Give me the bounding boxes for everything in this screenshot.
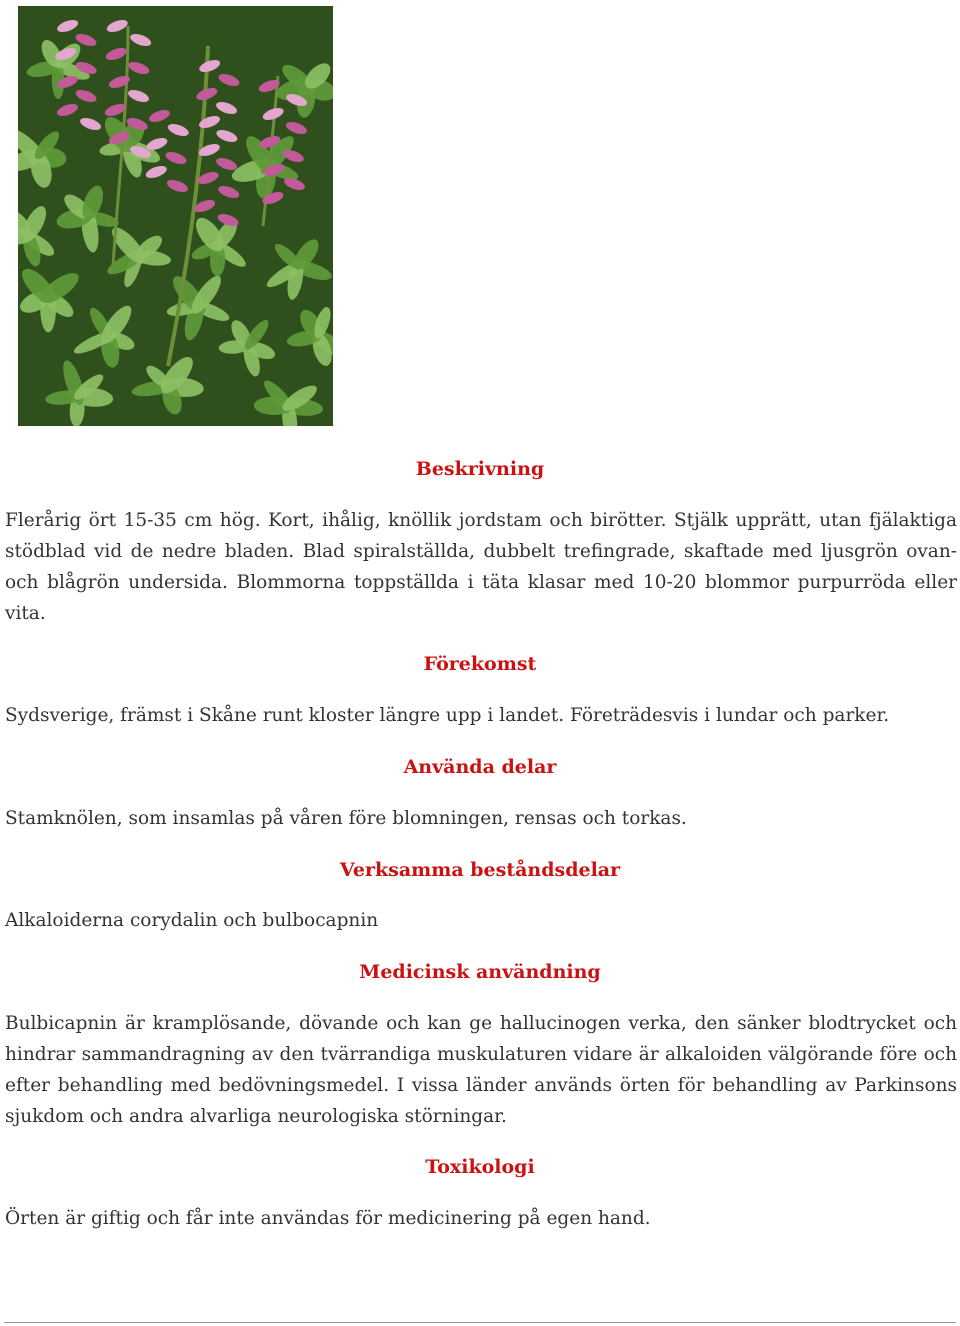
heading-verksamma: Verksamma beståndsdelar <box>339 859 621 881</box>
heading-forekomst: Förekomst <box>423 653 537 675</box>
heading-beskrivning: Beskrivning <box>415 458 545 480</box>
text-forekomst: Sydsverige, främst i Skåne runt kloster längre upp i landet. Företrädesvis i lundar och parker. <box>5 705 890 726</box>
heading-medicinsk: Medicinsk användning <box>359 961 601 983</box>
text-verksamma: Alkaloiderna corydalin och bulbocapnin <box>5 910 379 931</box>
text-beskrivning: Flerårig ört 15-35 cm hög. Kort, ihålig, knöllik jordstam och birötter. Stjälk upprätt, utan fjälaktiga stödblad vid de nedre bladen. Blad spiralställda, dubbelt trefingrade, skaftade med ljusgrön ovan- och blågrön undersida. Blommorna toppställda i täta klasar med 10-20 blommor purpurröda eller vita. <box>5 510 957 624</box>
text-medicinsk: Bulbicapnin är kramplösande, dövande och kan ge hallucinogen verka, den sänker blodtrycket och hindrar sammandragning av den tvärrandiga muskulaturen vidare är alkaloiden välgörande före och efter behandling med bedövningsmedel. I vissa länder används örten för behandling av Parkinsons sjukdom och andra alvarliga neurologiska störningar. <box>5 1013 957 1127</box>
plant-illustration <box>18 6 333 426</box>
plant-photo <box>18 6 333 426</box>
heading-anvanda-delar: Använda delar <box>403 756 557 778</box>
text-anvanda-delar: Stamknölen, som insamlas på våren före blomningen, rensas och torkas. <box>5 808 687 829</box>
text-toxikologi: Örten är giftig och får inte användas för medicinering på egen hand. <box>5 1208 651 1229</box>
bottom-divider <box>4 1322 956 1323</box>
heading-toxikologi: Toxikologi <box>425 1156 535 1178</box>
